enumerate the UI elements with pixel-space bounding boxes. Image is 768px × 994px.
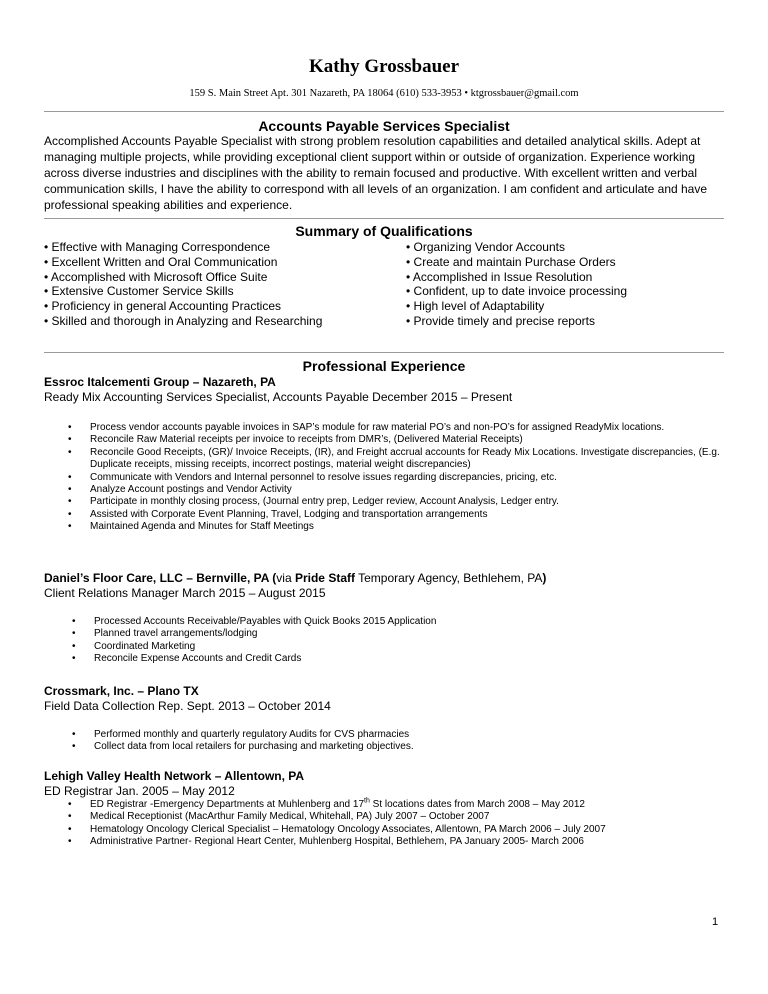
divider: [44, 218, 724, 219]
list-item: • Reconcile Good Receipts, (GR)/ Invoice Receipts, (IR), and Freight accrual accounts for Ready Mix Locations. Investigate discrepancies, (E.g. Duplicate receipts, missing receipts, incorrect postings, material weight discrepancies): [44, 447, 724, 472]
list-item: [44, 799, 724, 811]
profile-summary: Accomplished Accounts Payable Specialist with strong problem resolution capabilities and detailed analytical skills. Adept at managing multiple projects, while providing exceptional client support within or outside of organization. Experience working across diverse industries and disciplines with the ability to remain focused and productive. With excellent written and verbal communication skills, I have the ability to correspond with all levels of an organization. I am confident and articulate and have professional speaking abilities and experience.: [44, 134, 708, 212]
experience-heading: Professional Experience: [302, 358, 466, 374]
job-title: Ready Mix Accounting Services Specialist, Accounts Payable December 2015 – Present: [44, 390, 513, 404]
job-lehigh-valley: [44, 769, 724, 849]
list-item: • Excellent Written and Oral Communication: [44, 254, 278, 269]
qualifications-heading: Summary of Qualifications: [295, 223, 473, 239]
list-item: • Organizing Vendor Accounts: [406, 240, 565, 254]
job-duties: [44, 799, 724, 849]
job-essroc: [44, 375, 724, 534]
job-duties: [44, 422, 724, 534]
list-item: • Collect data from local retailers for purchasing and marketing objectives.: [44, 741, 724, 753]
list-item: • Hematology Oncology Clerical Specialist – Hematology Oncology Associates, Allentown, PA March 2006 – July 2007: [44, 824, 724, 836]
job-title: Client Relations Manager March 2015 – August 2015: [44, 586, 326, 600]
page-number: 1: [712, 916, 719, 928]
list-item: • Analyze Account postings and Vendor Activity: [44, 484, 724, 496]
staffing-agency-detail: Temporary Agency, Bethlehem, PA: [354, 571, 543, 585]
qualifications-left-column: [44, 240, 404, 329]
job-duties: [44, 616, 724, 666]
list-item: • Coordinated Marketing: [44, 641, 724, 653]
company-name-close: ): [542, 571, 547, 585]
company-via: via: [276, 571, 295, 585]
list-item: • High level of Adaptability: [406, 299, 545, 314]
company-name: Crossmark, Inc. – Plano TX: [44, 684, 199, 698]
ordinal-suffix: th: [364, 797, 370, 805]
list-item: • Confident, up to date invoice processing: [406, 284, 628, 299]
list-item: • Reconcile Expense Accounts and Credit Cards: [44, 653, 724, 665]
list-item: • Process vendor accounts payable invoices in SAP’s module for raw material PO’s and non-PO’s for assigned ReadyMix locations.: [44, 422, 724, 434]
list-item: • Administrative Partner- Regional Heart Center, Muhlenberg Hospital, Bethlehem, PA January 2005- March 2006: [44, 836, 724, 848]
list-item: • Skilled and thorough in Analyzing and Researching: [44, 313, 323, 328]
list-item: • Accomplished with Microsoft Office Suite: [44, 269, 268, 284]
list-item: • Accomplished in Issue Resolution: [406, 269, 593, 284]
candidate-name: Kathy Grossbauer: [308, 56, 460, 77]
divider: [44, 352, 724, 353]
list-item: • Extensive Customer Service Skills: [44, 284, 234, 299]
job-daniels-floor-care: [44, 571, 724, 666]
list-item: • Effective with Managing Correspondence: [44, 240, 271, 254]
list-item: • Planned travel arrangements/lodging: [44, 628, 724, 640]
staffing-agency-name: Pride Staff: [294, 571, 355, 585]
list-item: • Reconcile Raw Material receipts per invoice to receipts from DMR’s, (Delivered Material Receipts): [44, 434, 724, 446]
company-name: Lehigh Valley Health Network – Allentown, PA: [44, 769, 305, 783]
list-item: • Create and maintain Purchase Orders: [406, 254, 616, 269]
company-name-main: Daniel’s Floor Care, LLC – Bernville, PA (: [44, 571, 277, 585]
job-crossmark: [44, 684, 724, 754]
company-name: Essroc Italcementi Group – Nazareth, PA: [44, 375, 276, 389]
list-item: • Provide timely and precise reports: [406, 313, 595, 328]
list-item: • Maintained Agenda and Minutes for Staff Meetings: [44, 521, 724, 533]
profile-heading: Accounts Payable Services Specialist: [258, 118, 510, 134]
list-item: • Processed Accounts Receivable/Payables with Quick Books 2015 Application: [44, 616, 724, 628]
list-item: • Participate in monthly closing process, (Journal entry prep, Ledger review, Account Analysis, Ledger entry.: [44, 496, 724, 508]
list-item: • Proficiency in general Accounting Practices: [44, 299, 281, 314]
list-item: • Medical Receptionist (MacArthur Family Medical, Whitehall, PA) July 2007 – October 2007: [44, 811, 724, 823]
job-title: ED Registrar Jan. 2005 – May 2012: [44, 784, 235, 798]
divider: [44, 111, 724, 112]
job-title: Field Data Collection Rep. Sept. 2013 – October 2014: [44, 699, 331, 713]
contact-line: 159 S. Main Street Apt. 301 Nazareth, PA 18064 (610) 533-3953 • ktgrossbauer@gmail.com: [189, 88, 579, 99]
duty-text: St locations dates from March 2008 – May 2012: [369, 799, 585, 810]
list-item: • Assisted with Corporate Event Planning, Travel, Lodging and transportation arrangements: [44, 509, 724, 521]
duty-text: ED Registrar -Emergency Departments at Muhlenberg and 17: [90, 799, 365, 810]
company-name: [44, 571, 724, 586]
qualifications-right-column: [406, 240, 726, 329]
list-item: • Communicate with Vendors and Internal personnel to resolve issues regarding discrepancies, pricing, etc.: [44, 472, 724, 484]
job-duties: [44, 729, 724, 754]
list-item: • Performed monthly and quarterly regulatory Audits for CVS pharmacies: [44, 729, 724, 741]
